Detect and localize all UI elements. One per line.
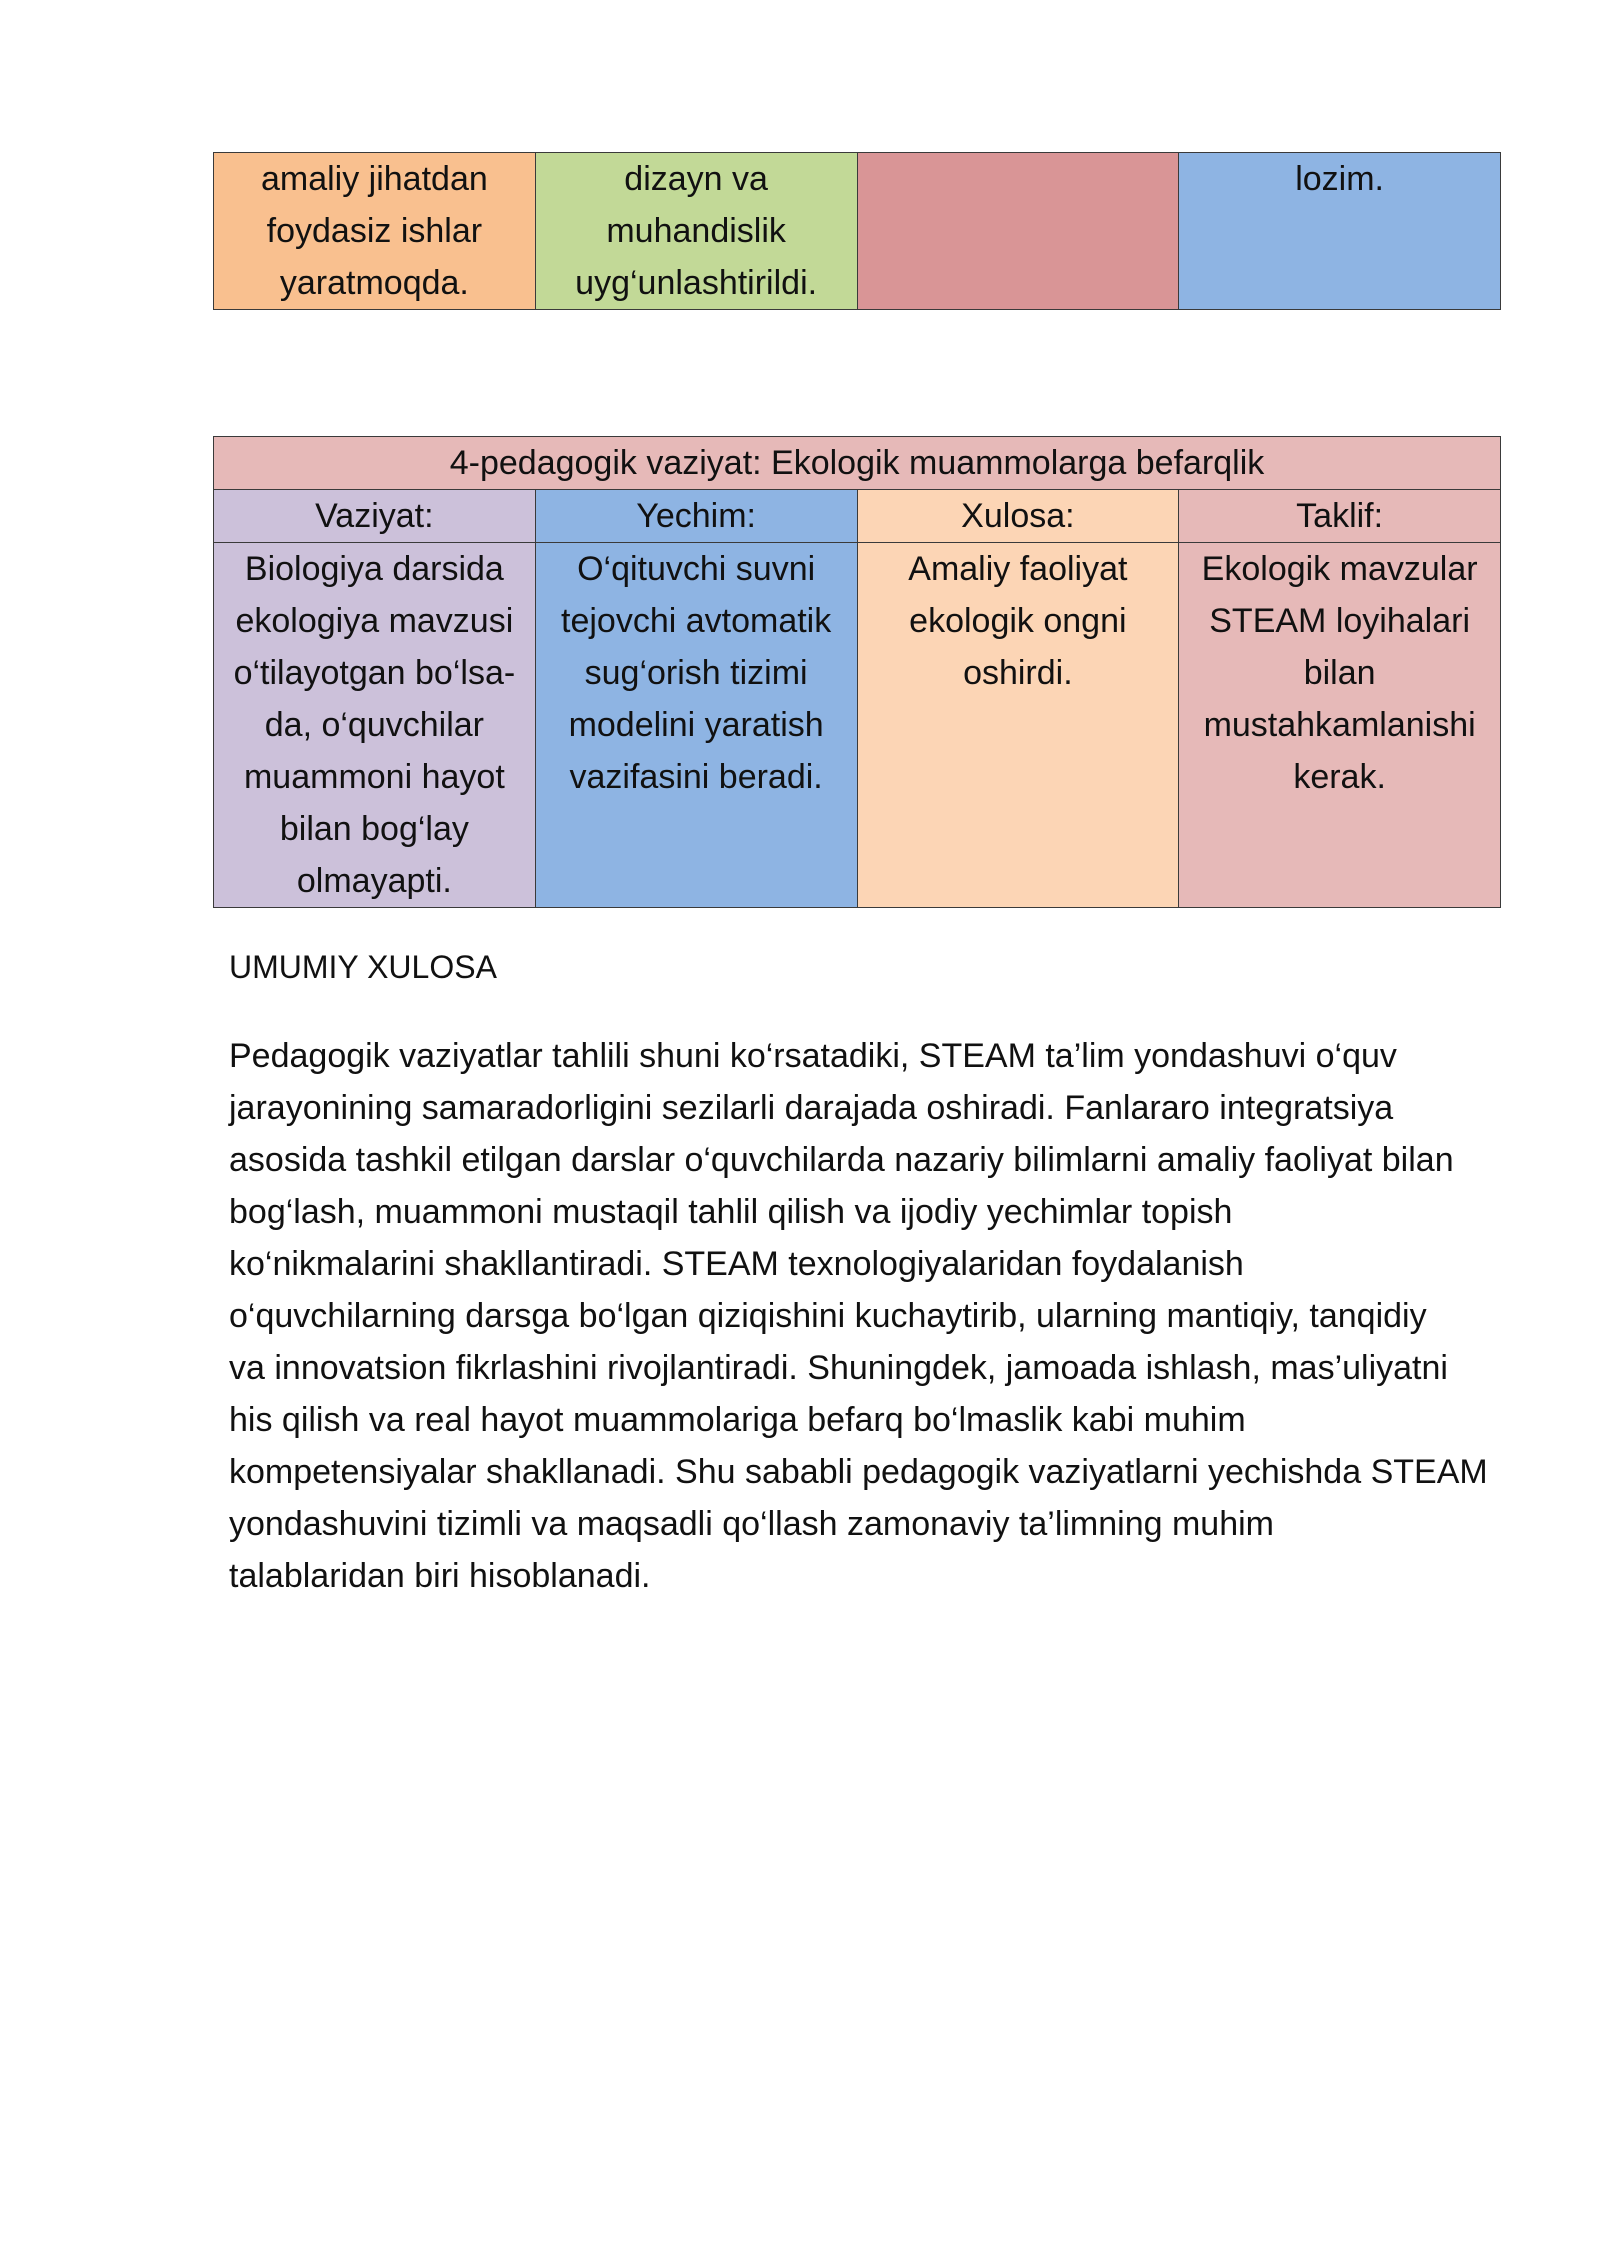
table-row (214, 543, 1501, 908)
header-situation: Vaziyat: (214, 490, 536, 543)
paragraph-line: o‘quvchilarning darsga bo‘lgan qiziqishini kuchaytirib, ularning mantiqiy, tanqidiy (229, 1297, 1427, 1335)
table-continued (213, 152, 1501, 310)
table-title: 4-pedagogik vaziyat: Ekologik muammolarga befarqlik (214, 437, 1501, 490)
cell-proposal: lozim. (1179, 153, 1501, 310)
paragraph-line: yondashuvini tizimli va maqsadli qo‘llash zamonaviy ta’limning muhim (229, 1505, 1275, 1543)
conclusion-paragraph (229, 1030, 1519, 1602)
paragraph-line: ko‘nikmalarini shakllantiradi. STEAM texnologiyalaridan foydalanish (229, 1245, 1244, 1283)
cell-situation: Biologiya darsida ekologiya mavzusi o‘tilayotgan bo‘lsa- da, o‘quvchilar muammoni hayot bilan bog‘lay olmayapti. (214, 543, 536, 908)
cell-conclusion (857, 153, 1179, 310)
paragraph-line: his qilish va real hayot muammolariga befarq bo‘lmaslik kabi muhim (229, 1401, 1246, 1439)
table-title-row (214, 437, 1501, 490)
cell-solution: dizayn va muhandislik uyg‘unlashtirildi. (535, 153, 857, 310)
cell-solution: O‘qituvchi suvni tejovchi avtomatik sug‘orish tizimi modelini yaratish vazifasini beradi. (535, 543, 857, 908)
paragraph-line: Pedagogik vaziyatlar tahlili shuni ko‘rsatadiki, STEAM ta’lim yondashuvi o‘quv (229, 1037, 1397, 1075)
paragraph-line: jarayonining samaradorligini sezilarli darajada oshiradi. Fanlararo integratsiya (229, 1089, 1394, 1127)
paragraph-line: bog‘lash, muammoni mustaqil tahlil qilish va ijodiy yechimlar topish (229, 1193, 1233, 1231)
cell-conclusion: Amaliy faoliyat ekologik ongni oshirdi. (857, 543, 1179, 908)
header-solution: Yechim: (535, 490, 857, 543)
header-proposal: Taklif: (1179, 490, 1501, 543)
table-header-row (214, 490, 1501, 543)
cell-proposal: Ekologik mavzular STEAM loyihalari bilan mustahkamlanishi kerak. (1179, 543, 1501, 908)
header-conclusion: Xulosa: (857, 490, 1179, 543)
section-heading: UMUMIY XULOSA (229, 949, 497, 985)
paragraph-line: kompetensiyalar shakllanadi. Shu sababli pedagogik vaziyatlarni yechishda STEAM (229, 1453, 1488, 1491)
paragraph-line: talablaridan biri hisoblanadi. (229, 1557, 651, 1595)
table-row (214, 153, 1501, 310)
paragraph-line: asosida tashkil etilgan darslar o‘quvchilarda nazariy bilimlarni amaliy faoliyat bilan (229, 1141, 1454, 1179)
cell-situation: amaliy jihatdan foydasiz ishlar yaratmoqda. (214, 153, 536, 310)
paragraph-line: va innovatsion fikrlashini rivojlantiradi. Shuningdek, jamoada ishlash, mas’uliyatni (229, 1349, 1448, 1387)
table-situation-4 (213, 436, 1501, 908)
